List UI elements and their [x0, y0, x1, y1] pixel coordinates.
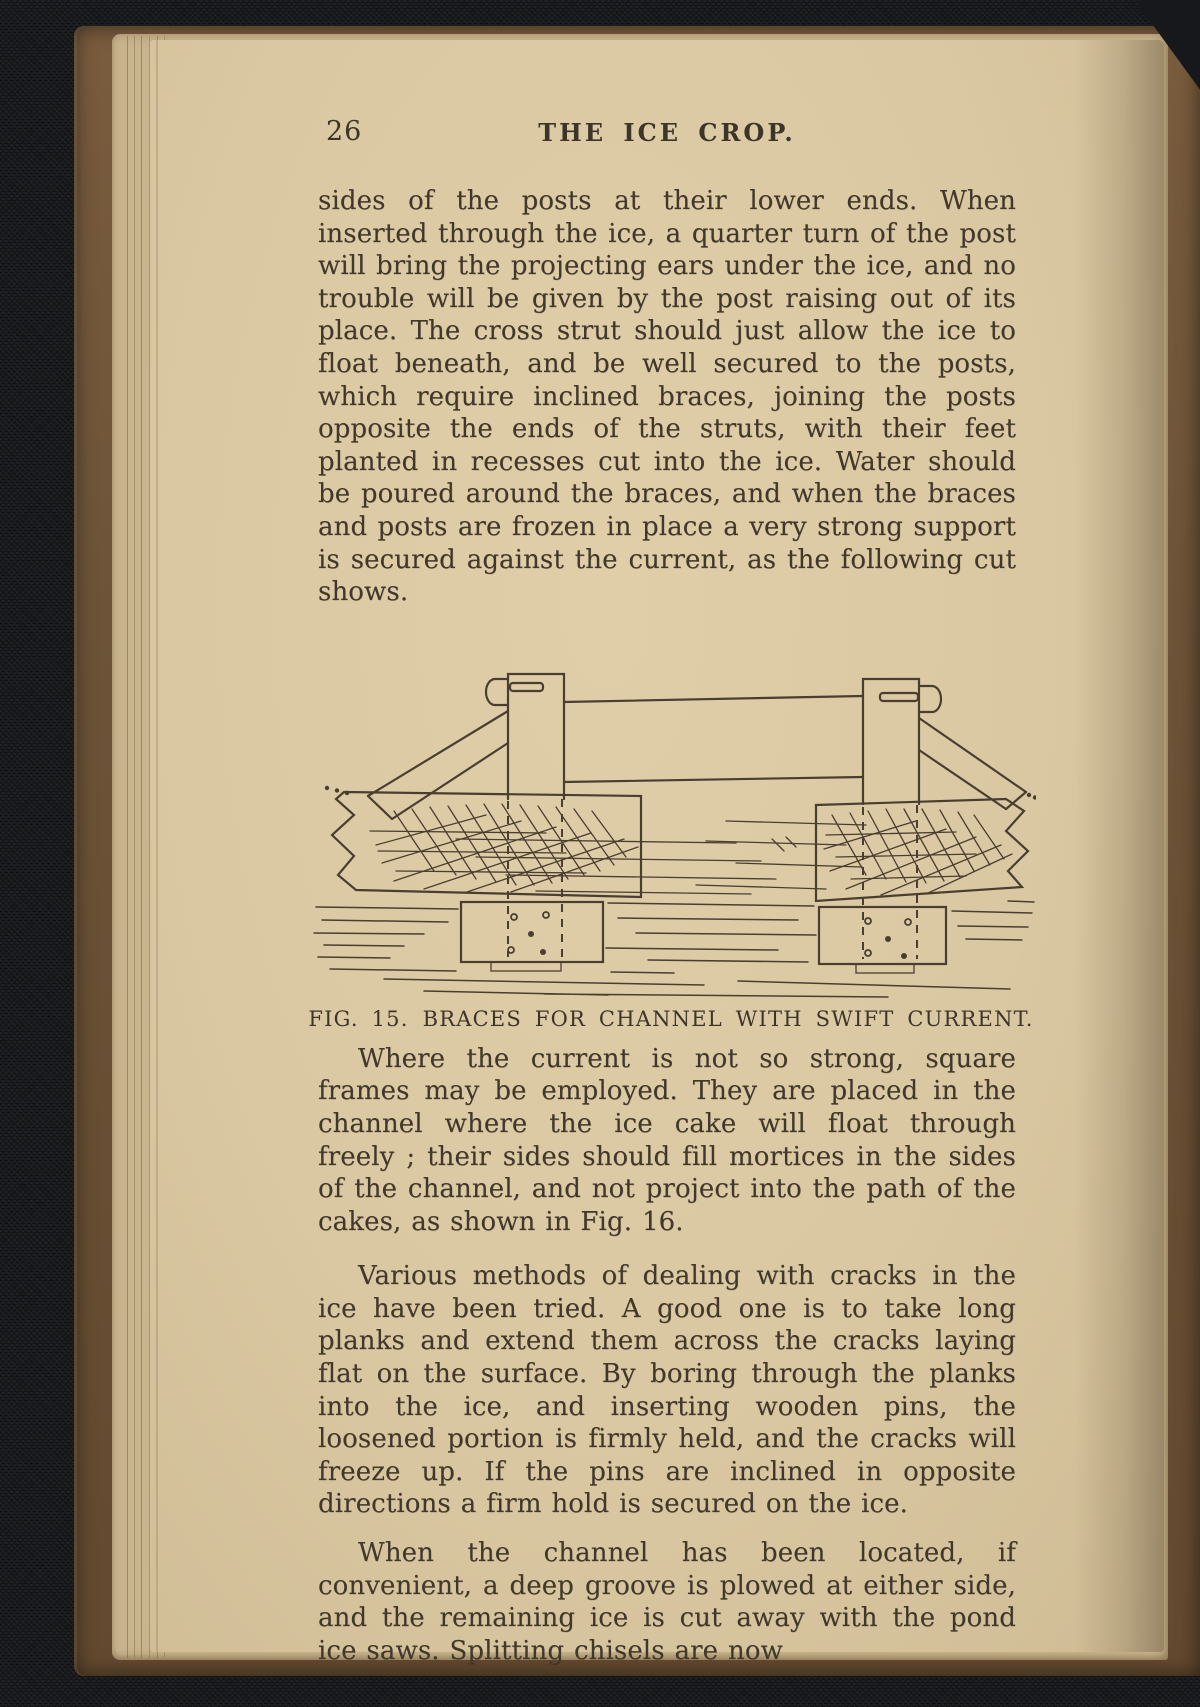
paragraph: Where the current is not so strong, square frames may be employed. They are placed in the channel where the ice cake will float through freely ; their sides should fill mortices in the sides of the channel, and not project into the path of the cakes, as shown in Fig. 16.	[318, 1043, 1016, 1237]
page-fold-line	[156, 40, 158, 1652]
paragraph: sides of the posts at their lower ends. When inserted through the ice, a quarter turn of the post will bring the projecting ears under the ice, and no trouble will be given by the post raising out of its place. The cross strut should just allow the ice to float beneath, and be well secured to the posts, which require inclined braces, joining the posts opposite the ends of the struts, with their feet planted in recesses cut into the ice. Water should be poured around the braces, and when the braces and posts are frozen in place a very strong support is secured against the current, as the following cut shows.	[318, 186, 1016, 608]
page-number: 26	[326, 116, 363, 147]
figure-15	[306, 639, 1036, 1031]
page-header	[318, 114, 1016, 154]
paragraph: When the channel has been located, if convenient, a deep groove is plowed at either side, and the remaining ice is cut away with the pond ice saws. Splitting chisels are now	[318, 1538, 1016, 1666]
figure-caption-text: BRACES FOR CHANNEL WITH SWIFT CURRENT.	[422, 1006, 1034, 1031]
paragraph: Various methods of dealing with cracks in the ice have been tried. A good one is to take long planks and extend them across the cracks laying flat on the surface. By boring through the planks into the ice, and inserting wooden pins, the loosened portion is firmly held, and the cracks will freeze up. If the pins are inclined in opposite directions a firm hold is secured on the ice.	[318, 1261, 1016, 1520]
figure-15-illustration	[306, 639, 1036, 999]
running-title: THE ICE CROP.	[538, 118, 796, 147]
figure-caption	[306, 1007, 1036, 1031]
page-body	[308, 185, 1034, 1667]
figure-caption-label: FIG. 15.	[308, 1006, 409, 1031]
gutter-shadow	[1074, 40, 1164, 1652]
book-page	[150, 40, 1164, 1666]
